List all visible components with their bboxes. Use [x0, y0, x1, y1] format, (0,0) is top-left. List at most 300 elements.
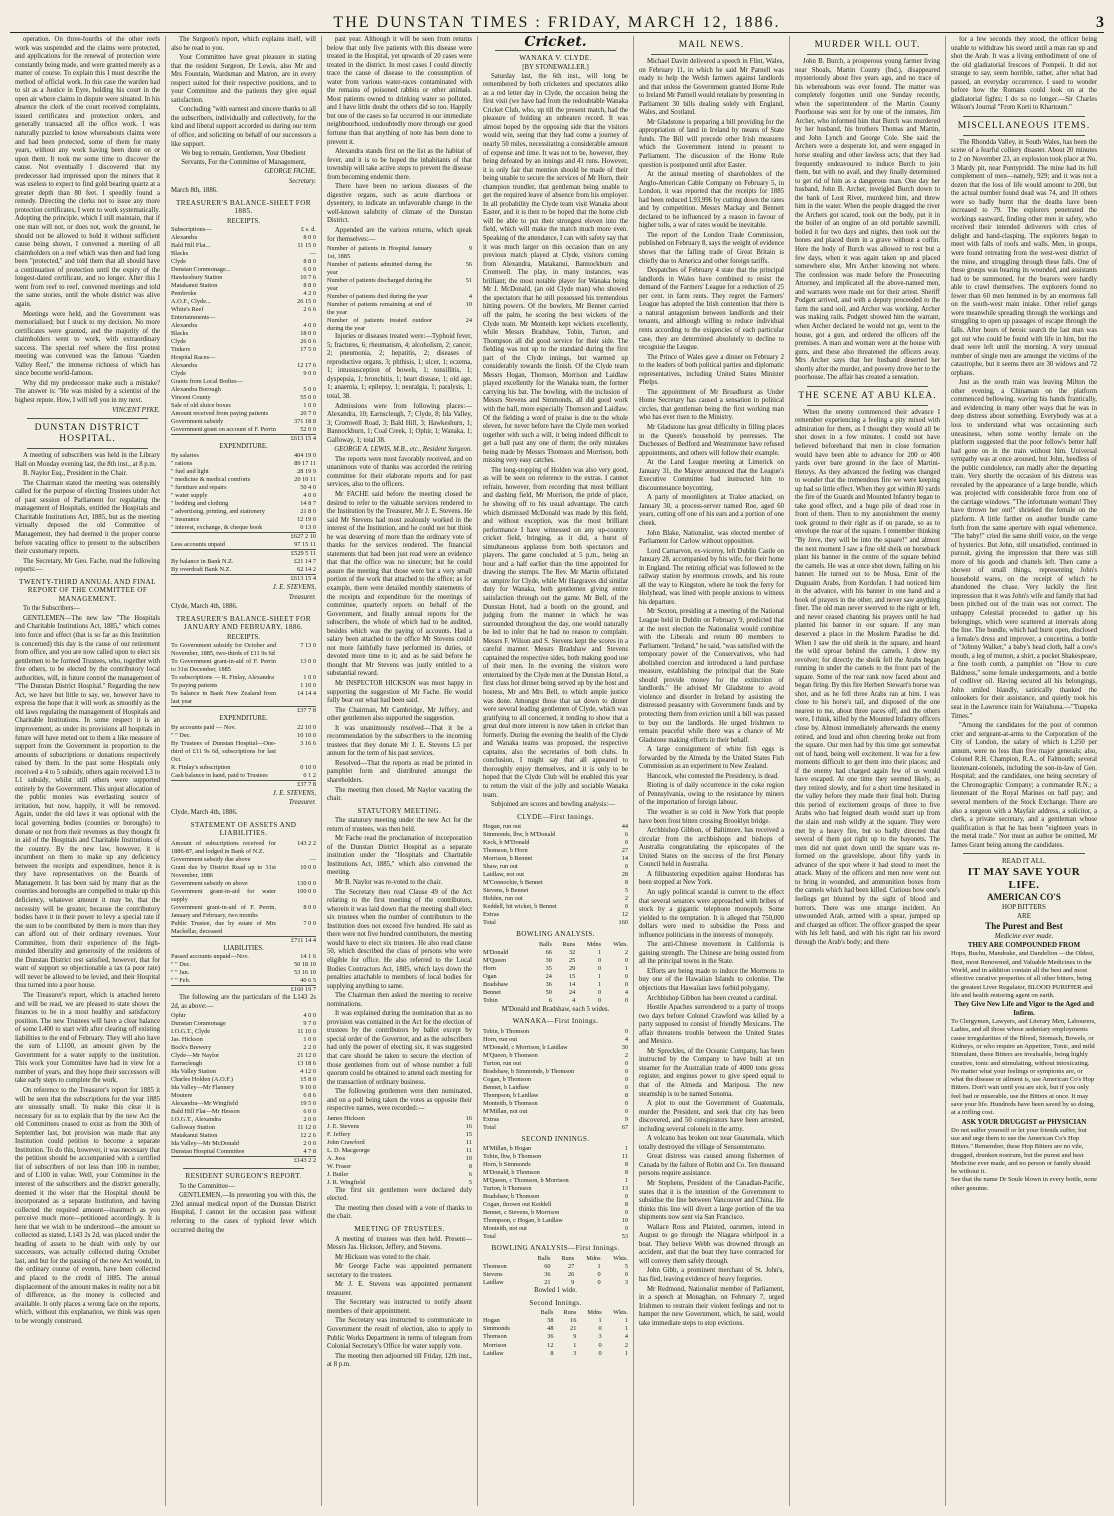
- table-row: [483, 957, 628, 965]
- row-amount: 15 8 0: [300, 1076, 316, 1084]
- row-label: Government grant on account of F. Perrin: [171, 426, 276, 434]
- row-amount: [276, 314, 316, 322]
- article-paragraph: Great distress was caused among fishermen of Canada by the failure of Robin and Co. Ten thousand persons require assistance.: [639, 1153, 784, 1178]
- table-row: [171, 492, 316, 500]
- page-number: 3: [1096, 14, 1104, 31]
- row-label: A. Joss: [327, 1154, 346, 1162]
- row-label: To Government grant-in-aid of F. Perrin to 31st December, 1885: [171, 658, 276, 674]
- article-paragraph: The meeting then closed with a vote of thanks to the chair.: [327, 1204, 472, 1221]
- ad-brand: AMERICAN CO'S: [987, 892, 1061, 903]
- article-paragraph: Lord Carnarvon, ex-viceroy, left Dublin Castle on January 28, accompanied by his wife, for their home in England. The retiring official was followed to the railway station by enormous crowds, and his route all the way to Kingston, where he took the ferry for Holyhead, was lined with people anxious to witness his departure.: [639, 547, 784, 606]
- row-amount: 11 10 0: [297, 1028, 316, 1036]
- table-row: [171, 575, 316, 584]
- sub-heading: BOWLING ANALYSIS.: [516, 930, 595, 939]
- article-paragraph: Michael Davitt delivered a speech in Flint, Wales, on February 11, in which he said Mr Parnell was ready to help the Welsh farmers against landlords and that unless the Government granted Home Rule to Ireland Mr Parnell would retaliate by presenting in Parliament 30 bills dealing solely with England, Wales, and Scotland.: [639, 58, 784, 117]
- row-amount: £160 19 7: [290, 986, 316, 994]
- row-label: To Government subsidy for October and November, 1885, two-thirds of £11 9s 6d: [171, 642, 276, 658]
- article-paragraph: The Secretary was instructed to communicate to Government the result of election, also to apply to Public Works Department in terms of telegram from Colonial Secretary's Office for water supply vote.: [327, 1317, 472, 1351]
- table-row: [171, 460, 316, 468]
- table-cell: 48: [547, 1325, 554, 1333]
- row-label: Number of patients in Hospital January 1st, 1885: [327, 245, 432, 261]
- table-cell: 14: [568, 981, 576, 989]
- row-amount: [276, 378, 316, 386]
- row-label: Amount received from paying patients: [171, 410, 269, 418]
- article-paragraph: Rioting is of daily occurrence in the coke region of Pennsylvania, owing to the resistance by miners of the importation of foreign labour.: [639, 782, 784, 807]
- row-amount: 53: [621, 1233, 628, 1241]
- row-amount: 52 0 0: [300, 426, 316, 434]
- bowling-table: [483, 941, 628, 1006]
- table-cell: Ogan: [483, 973, 497, 981]
- table-row: [171, 1044, 316, 1052]
- row-label: " interest, exchange, & cheque book: [171, 524, 263, 532]
- row-label: Ophir: [171, 1012, 186, 1020]
- table-row: [171, 418, 316, 426]
- sub-heading: MEETING OF TRUSTEES.: [354, 1224, 445, 1233]
- row-label: Matakanui Station: [171, 1132, 218, 1140]
- table-row: [171, 314, 316, 322]
- row-label: Simmonds, lbw, b M'Donald: [483, 831, 556, 839]
- article-paragraph: Why did my predecessor make such a mistake? The answer is: "He was misled by a scientist of the highest repute. How, I will tell you in my next.: [15, 379, 160, 404]
- table-row: [171, 880, 316, 888]
- row-label: Bald Hill Flat...: [171, 242, 211, 250]
- article-paragraph: Saturday last, the 6th inst., will long be remembered by both cricketers and spectators alike as a red letter day in Clyde, the occasion being the first visit (we have had from the redoubtable Wanaka Cricket Club, who, up till the present match, had the pleasure of holding an unbeaten record. It was almost hoped by the opposing side that the visitors would win, seeing that they had come a journey of nearly 50 miles, necessitating a considerable amount of expense and time. It was not to be, however, they being defeated by an innings and 41 runs. However, it is only fair that mention should be made of their being unable to secure the services of Mr Horn, their champion trundler, that gentleman being unable to get the required leave of absence from his employer. In all probability the Clyde team visit Wanaka about Easter, and it is then to be hoped that the home club will be able to put their strongest eleven into the field, which will make the match much more even. Speaking of the attendance, I can with safety say that it was much larger on this occasion than on any previous match played at Clyde, visitors coming from Alexandra, Matakanui, Bannockburn and Cromwell. The play, in many instances, was brilliant; the most notable player for Wanaka being Mr J. McDonald, (an old Clyde man) who showed the spectators that he still possessed his tremendous hitting powers. Of the bowlers, Mr Bennet carried off the palm, he scoring the best wickets of the Clyde team. Mr Monteith kept wickets excellently, while Messrs Bradshaw, Tobin, Turton, and Thompson all did good service for their side. The fielding was not up to the standard during the first part of the Clyde innings, but warmed up considerably towards the finish. Of the Clyde team Messrs Hogan, Thomson, Morrison and Laidlaw played excellently for the Wanaka team, the former carrying his bat. The bowling, with the inclusion of Messrs Stevens and Simmonds, all did good work with the ball, more especially Thomson and Laidlaw. Of the fielding a word of praise is due to the whole eleven, for never before have the Clyde men worked together with such a will, it being indeed difficult to get a ball past any one of them; the only mistakes being made by Messrs Thomson and Morrison, both missing very easy catches.: [483, 72, 628, 465]
- signature-title: Treasurer.: [288, 799, 316, 807]
- row-amount: 0 13 0: [300, 524, 316, 532]
- column-header: Balls: [540, 1309, 554, 1317]
- table-row: [171, 1028, 316, 1036]
- row-amount: 4 0 0: [303, 492, 316, 500]
- row-amount: 67: [621, 1123, 628, 1131]
- table-row: [171, 732, 316, 740]
- row-amount: 40 6 5: [300, 977, 316, 985]
- ledger-table: [171, 953, 316, 994]
- table-row: [483, 1044, 628, 1052]
- table-cell: 0: [597, 1278, 601, 1286]
- row-amount: 1: [624, 1145, 628, 1153]
- table-row: [171, 1084, 316, 1092]
- table-cell: 35: [545, 965, 552, 973]
- table-caption: RECEIPTS.: [226, 633, 261, 641]
- row-label: Blacks: [171, 330, 189, 338]
- row-label: Government subsidy: [171, 418, 224, 426]
- table-cell: 0: [598, 1341, 602, 1349]
- cricket-title: Cricket.: [524, 36, 587, 50]
- table-cell: 1: [624, 1349, 628, 1357]
- table-cell: Tobin: [483, 997, 498, 1005]
- article-paragraph: John B. Burch, a prosperous young farmer living near Shoals, Martin County (Ind.), disappeared mysteriously about five years ago, and no trace of his whereabouts was ever found. The matter was completely forgotten until one Sunday recently, when the superintendent of the Martin County Poorhouse was sent for by one of the inmates, Jim Archer, who informed him that Burch was murdered by her husband, his brothers Thomas and Martin, and John Lynch and George Cole. She said the Archers were a desperate lot, and were engaged in horse stealing and other lawless acts; that they had frequently endeavoured to induce Burch to join them, but with no avail, and they finally determined to get rid of him as a dangerous man. One day her husband, John B. Archer, inveigled Burch down to the bank of Lost River, murdered him, and threw him in the water. When the people dragged the river the Archers got scared, took out the body, put it in the boiler of an engine of an old portable sawmill, boiled it for two days and nights, then took out the bones and placed them in a grave without a coffin. Here the body of Burch was allowed to rest but a few days, when it was again taken up and placed somewhere else, Mrs Archer knowing not where. The confession was made before the Prosecuting Attorney, and implicated all the above-named men, and warrants were made out for their arrest. Sheriff Podgett arrived, and with a deputy proceeded to the farm the sand soil, and Archer was working. Archer was making rails. Podgett showed him the warrant, when Archer declared he would not go, went to the house, got a gun, and ordered the officers off the premises. A man and woman were at the house with guns, and these also threatened the officers away. Mrs Archer says that her husband deserted her shortly after the murder, and poverty drove her to the poorhouse. The affair has created a sensation.: [795, 58, 940, 382]
- table-row: [171, 541, 316, 550]
- row-label: Tobin, b Thomson: [483, 1027, 530, 1035]
- row-amount: 8: [624, 1201, 628, 1209]
- article-paragraph: Archbishop Gibbon has been created a cardinal.: [647, 994, 778, 1002]
- table-row: [171, 1100, 316, 1108]
- article-paragraph: The reports were most favorably received, and on unanimous vote of thanks was accorded the retiring committee for their elaborate reports and for past services, also to the officers.: [327, 455, 472, 489]
- divider: [651, 54, 772, 55]
- row-amount: 6 0 0: [303, 1108, 316, 1116]
- row-label: Hospital Races—: [171, 354, 216, 362]
- table-row: [171, 1140, 316, 1148]
- row-amount: 6 8 6: [303, 1092, 316, 1100]
- article-paragraph: The meeting then closed, Mr Naylor vacating the chair.: [327, 786, 472, 803]
- ledger-table: [171, 840, 316, 945]
- table-row: [483, 1153, 628, 1161]
- table-cell: 3: [624, 1278, 628, 1286]
- column-header: Runs: [563, 1309, 577, 1317]
- row-label: Entertainments—: [171, 314, 216, 322]
- row-amount: 1 10 0: [300, 682, 316, 690]
- table-row: [171, 764, 316, 772]
- table-caption: LIABILITIES.: [223, 944, 264, 952]
- row-label: " fuel and light: [171, 468, 209, 476]
- table-cell: 0: [624, 981, 628, 989]
- table-row: [483, 1100, 628, 1108]
- article-paragraph: A meeting of trustees was then held. Present—Messrs Jas. Hickson, Jeffery, and Stevens.: [327, 1235, 472, 1252]
- date-line: Clyde, March 4th, 1886.: [171, 808, 238, 816]
- column-header: Wkts.: [613, 1309, 628, 1317]
- table-row: [171, 961, 316, 969]
- row-amount: 16: [465, 1114, 472, 1122]
- table-header-row: [483, 1255, 628, 1263]
- signature: GEORGE A. LEWIS, M.B., etc., Resident Surgeon.: [334, 446, 472, 454]
- table-row: [327, 293, 472, 301]
- row-label: Thompson, c Hogan, b Laidlaw: [483, 1217, 563, 1225]
- row-amount: 0: [624, 1027, 628, 1035]
- article-paragraph: Mr B. Naylor was re-voted to the chair.: [335, 879, 443, 887]
- row-label: Matakanui Station: [171, 282, 218, 290]
- row-label: " " Jan.: [171, 969, 190, 977]
- table-cell: 0: [624, 973, 628, 981]
- row-label: Total: [483, 1233, 496, 1241]
- table-row: [483, 831, 628, 839]
- divider: [963, 853, 1085, 854]
- table-row: [483, 1350, 628, 1358]
- row-amount: 51: [465, 277, 472, 285]
- row-amount: [276, 354, 316, 362]
- row-label: M'Connochie, b Bennet: [483, 879, 543, 887]
- table-row: [171, 266, 316, 274]
- table-cell: 6: [548, 997, 552, 1005]
- column-header: Balls: [538, 940, 552, 948]
- table-row: [171, 772, 316, 781]
- table-row: [171, 658, 316, 674]
- row-amount: 8 8 0: [303, 258, 316, 266]
- table-row: [171, 953, 316, 961]
- row-amount: £37 7 8: [297, 780, 316, 788]
- sub-heading: STATEMENT OF ASSETS AND LIABILITIES.: [190, 820, 297, 838]
- table-row: [171, 516, 316, 524]
- row-amount: 2: [624, 1051, 628, 1059]
- table-row: [171, 690, 316, 707]
- row-label: M'Millan, not out: [483, 1107, 528, 1115]
- row-amount: 10 7 6: [300, 274, 316, 282]
- table-row: [327, 1139, 472, 1147]
- article-paragraph: The following gentlemen were then nominated, and on a poll being taken the votes as opposite their respective names, were recorded:—: [327, 1088, 472, 1113]
- table-cell: Thomson: [483, 1262, 507, 1270]
- row-label: John Crawford: [327, 1138, 365, 1146]
- byline: [BY STONEWALLER.]: [522, 64, 589, 72]
- table-row: [171, 484, 316, 492]
- row-amount: 1 0 0: [303, 1036, 316, 1044]
- article-paragraph: Mr Fache read the proclamation of incorporation of the Dunstan District Hospital as a separate institution under the "Hospitals and Charitable Institutions Act, 1885," which also convened the meeting.: [327, 835, 472, 877]
- ad-new-life: They Give New Life and Vigor to the Aged and Infirm.: [954, 1000, 1094, 1018]
- table-row: [171, 1092, 316, 1100]
- table-cell: 1: [624, 1325, 628, 1333]
- row-label: Grants from Local Bodies—: [171, 378, 243, 386]
- table-row: [171, 242, 316, 250]
- row-label: Dunstan Commonage...: [171, 266, 231, 274]
- signature: VINCENT PYKE.: [112, 406, 160, 414]
- row-label: [171, 575, 276, 584]
- row-label: Alexandra: [171, 362, 198, 370]
- table-row: [171, 864, 316, 880]
- row-amount: 10: [465, 1154, 472, 1162]
- table-row: [171, 322, 316, 330]
- table-row: [483, 887, 628, 895]
- table-row: [327, 1115, 472, 1123]
- table-row: [483, 1124, 628, 1132]
- table-row: [483, 1225, 628, 1233]
- row-amount: £529 5 11: [291, 550, 316, 558]
- row-label: M'Millan, b Hogan: [483, 1145, 532, 1153]
- table-row: [171, 1132, 316, 1140]
- column-1: [10, 36, 166, 1506]
- table-row: [483, 1116, 628, 1124]
- divider: [807, 386, 928, 387]
- table-row: [483, 1271, 628, 1279]
- table-row: [327, 1131, 472, 1139]
- table-cell: 8: [550, 1349, 554, 1357]
- row-label: Monteith, b Thomson: [483, 1099, 538, 1107]
- row-amount: 4 2 0: [303, 290, 316, 298]
- table-cell: 32: [568, 948, 576, 956]
- row-amount: —: [309, 250, 316, 258]
- row-amount: 11 15 0: [297, 242, 316, 250]
- row-label: " bedding and clothing: [171, 500, 229, 508]
- row-label: Alexandra—Mr Wingfield: [171, 1100, 238, 1108]
- row-amount: 89 17 11: [294, 460, 316, 468]
- table-cell: 60: [544, 1262, 551, 1270]
- row-label: [171, 780, 276, 789]
- row-label: " advertising, printing, and stationery: [171, 508, 265, 516]
- table-cell: 66: [545, 948, 552, 956]
- table-row: [327, 1179, 472, 1187]
- table-cell: 1: [597, 981, 602, 989]
- row-label: [171, 435, 276, 444]
- article-paragraph: Concluding "with earnest and sincere thanks to all the subscribers, individually and collectively, for the kind and liberal support accorded us during our term of office, and soliciting on behalf of our successors a like support.: [171, 106, 316, 148]
- row-amount: 4 7 8: [303, 1148, 316, 1156]
- row-amount: 10 0 0: [300, 863, 316, 871]
- table-row: [171, 435, 316, 444]
- row-label: Monteith, not out: [483, 1225, 527, 1233]
- table-cell: Simmonds: [483, 1325, 510, 1333]
- table-row: [483, 1084, 628, 1092]
- article-paragraph: A plot to oust the Government of Guatemala, murder the President, and seek that city has been discovered, and 50 conspirators have been arrested, including several colonels in the army.: [639, 1100, 784, 1133]
- table-row: [327, 245, 472, 261]
- article-paragraph: Mr Hickson was voted to the chair.: [335, 1253, 431, 1261]
- signature-title: Treasurer.: [288, 593, 316, 601]
- row-amount: 2 0 0: [303, 1116, 316, 1124]
- row-label: Government subsidy on above: [171, 879, 248, 887]
- table-cell: 1: [597, 1262, 601, 1270]
- column-header: Mdns: [586, 940, 602, 948]
- row-amount: 9 0 0: [303, 370, 316, 378]
- row-label: J. Butler: [327, 1170, 349, 1178]
- table-cell: Horn: [483, 965, 496, 973]
- article-paragraph: Your Committee have great pleasure in stating that the resident Surgeon, Dr Lewis, also Mr and Mrs Fountain, Wardsman and Matron, are in every respect suited for their respective positions, and to your Committee and the patients they give equal satisfaction.: [171, 54, 316, 104]
- row-amount: 12 17 6: [297, 362, 316, 370]
- article-paragraph: There have been no serious diseases of the digestive organs, such as acute diarrhoea or dysentery, to indicate an unfavorable change in the well-known salubrity of climate of the Dunstan District.: [327, 183, 472, 225]
- table-row: [171, 1060, 316, 1068]
- row-label: James Hickson: [327, 1114, 365, 1122]
- row-amount: 8 0 0: [303, 234, 316, 242]
- table-row: [171, 1052, 316, 1060]
- table-cell: 0: [597, 965, 602, 973]
- table-cell: 2: [624, 1341, 628, 1349]
- table-cell: 5: [624, 1262, 628, 1270]
- table-row: [327, 277, 472, 293]
- row-label: Clyde: [171, 338, 187, 346]
- table-cell: M'Queen: [483, 956, 507, 964]
- article-paragraph: The Rhondda Valley, in South Wales, has been the scene of a fearful colliery disaster. About 20 minutes to 2 on November 23, an explosion took place at No. 3 Mardy pit, near Pontypridd. The mine had its full complement of men—namely, 929; and it was not a dozen that the loss of life would amount to 200, but the actual number found dead was 74, and 10 others were so badly burnt that the deaths have been increased to 79. The explorers penetrated the workings eastward, finding other men in safety, who received their intended deliverers with cries of delight and hand-clasping. The explorers began to meet with falls of roofs and walls. Men, in groups, were found retreating from the west-west district of the mine, and struggling through these falls. One of these groups was bearing its wounded, and assistants had to be summoned, for the bearers were hardly able to crawl themselves. The explorers found no fewer than 60 men hemmed in by an enormous fall on the south-west main intake. Other relief gangs were meanwhile spreading through the workings and struggling to open up passages of escape through the falls. After hours of heroic search the last man was got out who could be found with life in him, but the dead were left until the morning. A very unusual number of single men are amongst the victims of the catastrophe, but it seems there are 30 widows and 72 orphans.: [951, 138, 1097, 377]
- table-row: [483, 1092, 628, 1100]
- row-label: [171, 986, 276, 995]
- table-row: [327, 301, 472, 317]
- row-label: I.O.G.T., Alexandra: [171, 1116, 221, 1124]
- row-label: " " Dec.: [171, 961, 192, 969]
- table-cell: 26: [567, 1270, 575, 1278]
- column-header: [483, 941, 529, 949]
- row-amount: 97 15 11: [294, 541, 316, 549]
- row-label: Clyde: [171, 370, 187, 378]
- row-label: Laidlaw, not out: [483, 871, 525, 879]
- row-label: " medicine & medical comforts: [171, 476, 251, 484]
- row-label: A.O.F., Clyde...: [171, 298, 211, 306]
- article-paragraph: The Chairman, Mr Cambridge, Mr Jeffery, and other gentlemen also supported the suggestion.: [327, 706, 472, 723]
- ad-medicine: Medicine ever made.: [994, 932, 1054, 941]
- row-label: [171, 533, 276, 542]
- row-label: I.O.G.T., Clyde: [171, 1028, 211, 1036]
- row-label: Public Trustee, due by estate of Mrs Mackellar, deceased: [171, 919, 276, 935]
- article-paragraph: A volcano has broken out near Guatemala, which totally destroyed the village of Sensonstenano.: [639, 1135, 784, 1151]
- table-row: [171, 1068, 316, 1076]
- table-cell: 21: [570, 1325, 577, 1333]
- row-amount: 7 0 0: [303, 919, 316, 927]
- table-row: [171, 234, 316, 242]
- table-row: [327, 1155, 472, 1163]
- row-amount: 9 10 0: [300, 1084, 316, 1092]
- table-cell: 1: [573, 1341, 577, 1349]
- article-paragraph: Mr Gladstone is preparing a bill providing for the appropriation of land in Ireland by means of State funds. The Bill will precede other Irish measures which the Government intend to present to Parliament. The discussion of the Home Rule question is postponed until after Easter.: [639, 118, 784, 169]
- row-label: Bennet, c Stevens, b Morrison: [483, 1209, 560, 1217]
- column-header: Balls: [537, 1254, 551, 1262]
- row-amount: 12 19 0: [297, 516, 316, 524]
- table-row: [171, 226, 316, 234]
- sub-heading: TREASURER'S BALANCE-SHEET FOR 1885.: [176, 198, 311, 216]
- ad-ask: ASK YOUR DRUGGIST or PHYSICIAN: [961, 1117, 1087, 1126]
- row-label: M'Queen, b Thomson: [483, 1051, 538, 1059]
- article-paragraph: GENTLEMEN,—In presenting you with this, the 23rd annual medical report of the Dunstan District Hospital, I cannot let the occasion pass without referring to the cases of typhoid fever which occurred during the: [171, 1192, 316, 1234]
- row-amount: 0: [624, 1225, 628, 1233]
- table-row: [171, 402, 316, 410]
- row-amount: 8: [624, 1169, 628, 1177]
- row-amount: 8: [468, 1162, 472, 1170]
- row-amount: 3 16 6: [300, 739, 316, 747]
- row-label: L. D. Macgeorge: [327, 1146, 370, 1154]
- row-label: By overdraft Bank N.Z.: [171, 566, 231, 574]
- article-paragraph: Mr Sexton, presiding at a meeting of the National League held in Dublin on February 9, predicted that at the next election the Nationalist would combine with the Liberals and return 80 members to Parliament. "Ireland," he said, "was satisfied with the temporary power of the Conservatives, who had abolished coercion and introduced a land purchase measure, establishing the principal that the State should provide money for the extinction of landlords." He advised Mr Gladstone to avoid violence and disorder in Ireland by assisting the distressed peasantry with Government funds and by protecting them from eviction until a bill was passed to buy out the landlords. He urged Irishmen to remain peaceful while there was a chance of Mr Gladstone making efforts in their behalf.: [639, 608, 784, 744]
- table-row: [327, 1147, 472, 1155]
- row-label: Number of patients treated outdoor during the year: [327, 317, 432, 333]
- row-amount: £711 14 4: [291, 936, 316, 944]
- score-table: [483, 823, 628, 927]
- divider: [963, 135, 1085, 136]
- table-row: [171, 1076, 316, 1084]
- row-amount: 0: [624, 863, 628, 871]
- sub-heading: WANAKA—First Innings.: [512, 1017, 599, 1026]
- row-amount: 6: [468, 1170, 472, 1178]
- article-paragraph: John Blake, Nationalist, was elected member of Parliament for Carlow without opposition.: [639, 529, 784, 546]
- table-caption: EXPENDITURE.: [219, 443, 268, 451]
- article-paragraph: The Chairman then asked the meeting to receive nominations.: [327, 992, 472, 1008]
- article-paragraph: The Treasurer's report, which is attached hereto and will be read, we are pleased to state shows the finances to be in a most healthy and satisfactory position. The new Trustees will have a clear balance of some L400 to start with after clearing off existing liabilities to the end of February. They will also have the sum of L1100, an amount given by the Government for a water supply to the institution. This work your Committee have had in view for a number of years, and they hope their successors will take early steps to complete the work.: [15, 991, 160, 1085]
- table-row: [171, 338, 316, 346]
- row-amount: 0: [624, 903, 628, 911]
- row-label: Bradshaw, b Thomson: [483, 1193, 540, 1201]
- article-paragraph: The Secretary, Mr Geo. Fache, read the following reports:—: [15, 557, 160, 574]
- article-paragraph: The long-stopping of Holden was also very good, as will be seen on reference to the extras. I cannot refrain, however, from recording that most brilliant and dashing field, Mr Morrison, the pride of place, he showing off to his usual advantage. The catch which dismissed McDonald was made by this field, and without exception, was the most brilliant performance I have witnessed on any up-country cricket field, bringing, as it did, a burst of simultaneous applause from both spectators and players. The game concluded at 5 p.m., being an hour and a half earlier than the time appointed for drawing the stumps. The Rev. Mr Martin officiated as umpire for Clyde, while Mr Hargraves did similar duty for Wanaka, both gentlemen giving entire satisfaction through out the game. Mr Bell, of the Dunstan Hotel, had a booth on the ground, and judging from the manner in which he was surrounded throughout the day, one would naturally be led to infer that he had no reason to complain. Messrs F. Wilson and S. Stevens kept the scores in a careful manner. Messrs Bradshaw and Stevens captained the respective sides, both making good use of their men. In the evening the visitors were entertained by the Clyde men at the Dunstan Hotel, a first class hot dinner being served up by the host and hostess, Mr and Mrs Bell, to which ample justice was done. Amongst those that sat down to dinner were several leading gentlemen of Clyde, which was gratifying to all concerned, it tending to show that a great deal more interest is now taken in cricket than formerly. During the evening the health of the Clyde and Wanaka teams was proposed, the respective captains, also the secretaries of both clubs. In conclusion, I might say that all appeared to thoroughly enjoy themselves, and it is only to be hoped that the Clyde Club will be enabled this year to return the visit of the jolly and sociable Wanaka team.: [483, 466, 628, 799]
- ledger-table: [171, 724, 316, 789]
- ledger-table: [171, 226, 316, 443]
- table-row: [483, 919, 628, 927]
- row-label: " rations: [171, 460, 193, 468]
- row-label: Tinkers: [171, 346, 191, 354]
- row-label: " " Feb.: [171, 977, 191, 985]
- row-label: By salaries: [171, 452, 199, 460]
- article-paragraph: Alexandra stands first on the list as the habitat of fever, and it is to be hoped the inhabitants of that township will take active steps to prevent the disease from becoming endemic there.: [327, 148, 472, 181]
- row-amount: 4 12 0: [300, 1068, 316, 1076]
- row-label: By Trustees of Dunstan Hospital—One-third of £11 9s 6d, subscriptions for last Oct.: [171, 739, 276, 763]
- table-cell: 24: [545, 973, 552, 981]
- table-row: [171, 904, 316, 920]
- article-paragraph: On reference to the Treasurer's report for 1885 it will be seen that the subscriptions for the year 1885 are unusually small. To make this clear it is necessary for us to explain that by the new Act the old Committees ceased to exist as from the 30th of September last, but provision was made that any Institution could petition to become a separate Institution. To do this, however, it was necessary that the petition should be accompanied with a certified list of subscribers of not less than 100 in number, and of L100 in value. Well, your Committee in the interest of the subscribers and the district generally, deemed it the wiser that the Hospital should be incorporated as a separate Institution, and having collected the required amount—inasmuch as you perceive much more—petitioned accordingly. It is here that we wish to be understood—the amount so collected as stated, L143 2s 2d, was placed under the heading of assets to be dealt with only by our successors, was actually collected during October last, and but for the passing of the new Act would, in the ordinary course of events, have been collected and placed to the credit of 1885. The annual displacement of the amount makes in reality not a bit of difference, as the money is collected and available. It only places a wrong face on the reports, which, without this explanation, we think was open to be wrongly construed.: [15, 1086, 160, 1325]
- table-row: [483, 1145, 628, 1153]
- row-label: R. Finlay's subscription: [171, 763, 231, 771]
- row-amount: 26 15 0: [297, 298, 316, 306]
- row-amount: 14 8 7: [300, 500, 316, 508]
- table-row: [171, 394, 316, 402]
- ledger-table: [171, 1012, 316, 1165]
- columns: [10, 36, 1104, 1506]
- table-row: [171, 550, 316, 559]
- article-paragraph: The Secretary was instructed to notify absent members of their appointment.: [327, 1299, 472, 1315]
- article-paragraph: for a few seconds they stood, the officer being unable to withdraw his sword until a man ran up and shot the Arab. It was a living embodiment of one of the old gladiatorial frescoes of Pompeii. It did not strange to say, seem horrible, rather, after what had passed, an everyday occurrence. I used to wonder before how the Romans could look on at the gladiatorial fights; I do so no longer.—Sir Charles Wilson's Journal "From Korti to Khartoum.": [951, 36, 1097, 112]
- table-cell: 4: [624, 1333, 628, 1341]
- table-row: [171, 1116, 316, 1124]
- article-paragraph: Injuries or diseases treated were:—Typhoid fever, 5; fractures, 6; rheumatism, 4; alcoholism, 2; cancer, 2; pneumonia, 2; hepatitis, 2; diseases of reproductive organs, 3; phthisis, 1; ulcer, 1; eczema, 1; intussusception of bowels, 1; tonsillitis, 1; dyspepsia, 1; bronchitis, 1; heart disease, 1; old age, 1; anaemia, 1; epilepsy, 1; neuralgia, 1; paralysis, 1; total, 38.: [327, 333, 472, 400]
- table-cell: 38: [547, 1317, 554, 1325]
- row-label: J. E. Stevens: [327, 1122, 360, 1130]
- row-amount: 8: [624, 879, 628, 887]
- table-cell: 0: [597, 956, 602, 964]
- table-row: [483, 1263, 628, 1271]
- row-amount: 0: [624, 1059, 628, 1067]
- row-amount: 4: [624, 1035, 628, 1043]
- row-amount: 143 2 2: [297, 839, 316, 847]
- table-cell: 2: [624, 948, 628, 956]
- date-line: Clyde, March 4th, 1886.: [171, 603, 238, 611]
- row-amount: 2 0 0: [303, 1140, 316, 1148]
- row-label: Alexandra: [171, 322, 198, 330]
